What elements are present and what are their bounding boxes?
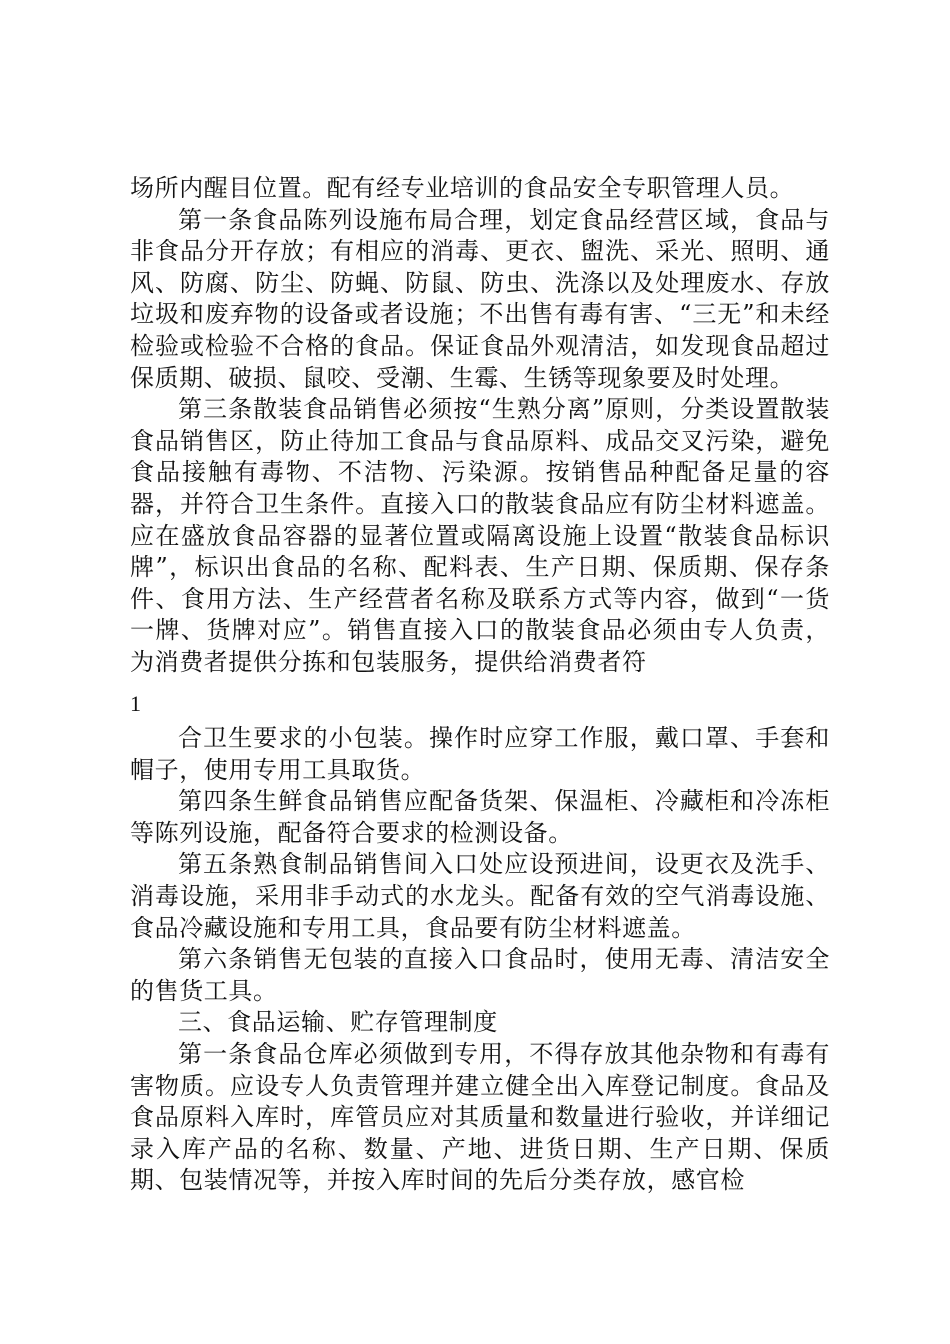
paragraph: 第五条熟食制品销售间入口处应设预进间，设更衣及洗手、消毒设施，采用非手动式的水龙头。配备有效的空气消毒设施、食品冷藏设施和专用工具，食品要有防尘材料遮盖。: [130, 850, 830, 942]
page-number: 1: [130, 691, 141, 716]
paragraph: 第六条销售无包装的直接入口食品时，使用无毒、清洁安全的售货工具。: [130, 945, 830, 1005]
section-heading: 三、食品运输、贮存管理制度: [178, 1008, 498, 1037]
paragraph: 第一条食品仓库必须做到专用，不得存放其他杂物和有毒有害物质。应设专人负责管理并建立健全出入库登记制度。食品及食品原料入库时，库管员应对其质量和数量进行验收，并详细记录入库产品的名称、数量、产地、进货日期、生产日期、保质期、包装情况等，并按入库时间的先后分类存放，感官检: [130, 1039, 830, 1195]
text-block-lower: [130, 723, 830, 1197]
paragraph: 场所内醒目位置。配有经专业培训的食品安全专职管理人员。: [130, 174, 795, 202]
paragraph: 第三条散装食品销售必须按“生熟分离”原则，分类设置散装食品销售区，防止待加工食品与食品原料、成品交叉污染，避免食品接触有毒物、不洁物、污染源。按销售品种配备足量的容器，并符合卫生条件。直接入口的散装食品应有防尘材料遮盖。应在盛放食品容器的显著位置或隔离设施上设置“散装食品标识牌”，标识出食品的名称、配料表、生产日期、保质期、保存条件、食用方法、生产经营者名称及联系方式等内容，做到“一货一牌、货牌对应”。销售直接入口的散装食品必须由专人负责，为消费者提供分拣和包装服务，提供给消费者符: [130, 395, 830, 676]
paragraph: 合卫生要求的小包装。操作时应穿工作服，戴口罩、手套和帽子，使用专用工具取货。: [130, 724, 830, 784]
paragraph: 第一条食品陈列设施布局合理，划定食品经营区域，食品与非食品分开存放；有相应的消毒、更衣、盥洗、采光、照明、通风、防腐、防尘、防蝇、防鼠、防虫、洗涤以及处理废水、存放垃圾和废弃物的设备或者设施；不出售有毒有害、“三无”和未经检验或检验不合格的食品。保证食品外观清洁，如发现食品超过保质期、破损、鼠咬、受潮、生霉、生锈等现象要及时处理。: [130, 205, 830, 392]
paragraph: 第四条生鲜食品销售应配备货架、保温柜、冷藏柜和冷冻柜等陈列设施，配备符合要求的检测设备。: [130, 787, 830, 847]
text-block-upper: [130, 173, 830, 679]
